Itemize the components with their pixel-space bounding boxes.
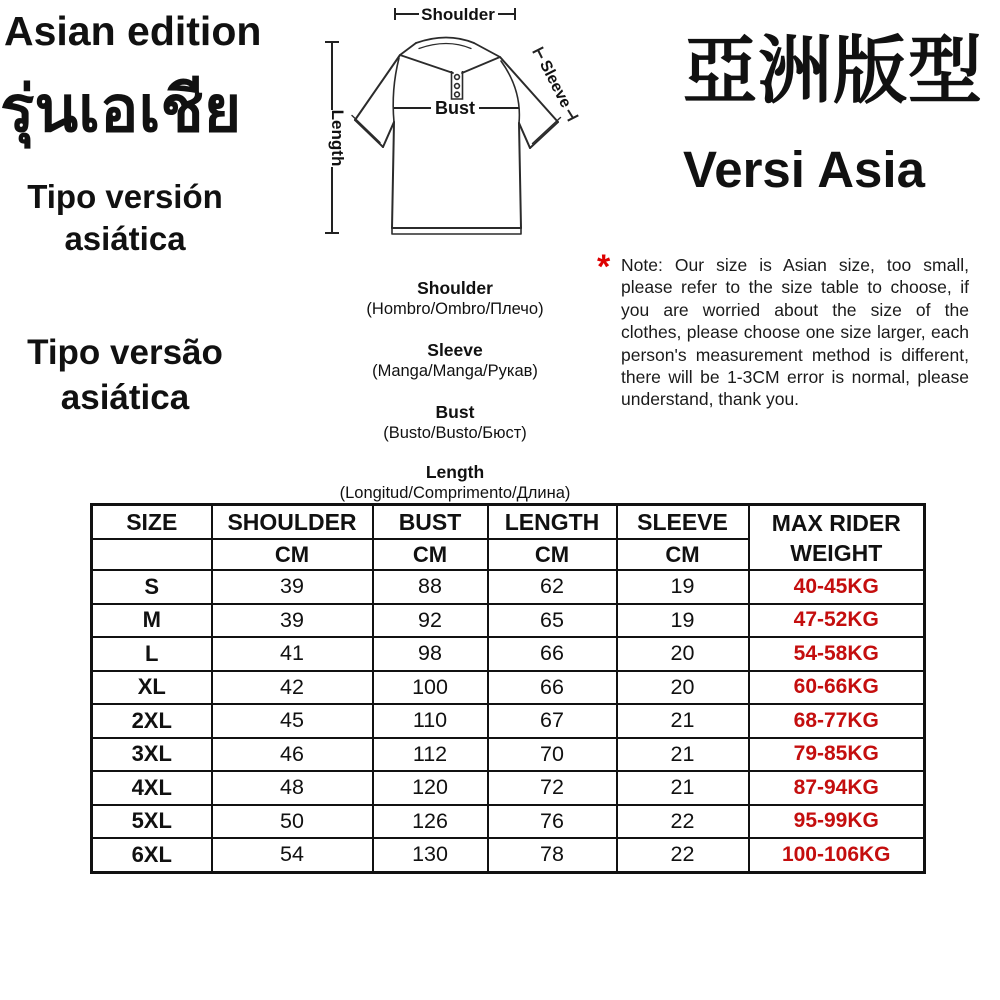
header-length: LENGTH [488, 505, 617, 540]
cell-sleeve: 21 [617, 771, 749, 805]
cell-bust: 112 [373, 738, 488, 772]
cell-weight: 54-58KG [749, 637, 925, 671]
header-size: SIZE [92, 505, 212, 540]
table-row [92, 805, 925, 839]
button-icon [455, 84, 460, 89]
cell-bust: 98 [373, 637, 488, 671]
cell-size: 2XL [92, 704, 212, 738]
legend-sleeve [320, 340, 590, 381]
button-icon [455, 75, 460, 80]
legend-term: Length [425, 462, 485, 482]
legend-shoulder [320, 278, 590, 319]
unit-cm: CM [617, 539, 749, 570]
cell-shoulder: 39 [212, 604, 373, 638]
button-icon [455, 92, 460, 97]
cell-shoulder: 41 [212, 637, 373, 671]
header-sleeve: SLEEVE [617, 505, 749, 540]
legend-term: Shoulder [417, 278, 493, 298]
cell-length: 67 [488, 704, 617, 738]
polo-shirt-diagram [310, 0, 610, 260]
table-row [92, 570, 925, 604]
cell-sleeve: 19 [617, 604, 749, 638]
cell-sleeve: 21 [617, 738, 749, 772]
cell-bust: 126 [373, 805, 488, 839]
legend-translations: (Busto/Busto/Бюст) [383, 424, 527, 442]
table-row [92, 738, 925, 772]
table-row [92, 838, 925, 872]
cell-shoulder: 45 [212, 704, 373, 738]
legend-translations: (Manga/Manga/Рукав) [372, 362, 538, 380]
legend-translations: (Longitud/Comprimento/Длина) [339, 484, 571, 502]
unit-cm: CM [373, 539, 488, 570]
cell-length: 72 [488, 771, 617, 805]
cell-shoulder: 54 [212, 838, 373, 872]
bust-diagram-label: Bust [435, 98, 475, 118]
unit-cm: CM [212, 539, 373, 570]
legend-term: Bust [435, 402, 475, 422]
cell-weight: 68-77KG [749, 704, 925, 738]
title-indonesian: Versi Asia [683, 141, 925, 198]
cell-shoulder: 39 [212, 570, 373, 604]
header-max-rider-line2: WEIGHT [790, 539, 883, 566]
cell-size: L [92, 637, 212, 671]
title-portuguese [0, 330, 250, 420]
header-max-rider-line1: MAX RIDER [771, 509, 901, 536]
title-english: Asian edition [4, 8, 262, 54]
header-max-rider-weight [749, 505, 925, 571]
cell-size: XL [92, 671, 212, 705]
cell-bust: 100 [373, 671, 488, 705]
cell-length: 66 [488, 637, 617, 671]
size-table-container [90, 503, 926, 874]
table-row [92, 604, 925, 638]
cell-weight: 100-106KG [749, 838, 925, 872]
table-header-row [92, 505, 925, 540]
cell-shoulder: 48 [212, 771, 373, 805]
legend-translations: (Hombro/Ombro/Плечо) [366, 300, 544, 318]
cell-length: 78 [488, 838, 617, 872]
cell-weight: 47-52KG [749, 604, 925, 638]
table-row [92, 704, 925, 738]
size-table [90, 503, 926, 874]
cell-sleeve: 19 [617, 570, 749, 604]
cell-bust: 120 [373, 771, 488, 805]
cell-weight: 60-66KG [749, 671, 925, 705]
cell-size: 6XL [92, 838, 212, 872]
header-bust: BUST [373, 505, 488, 540]
cell-shoulder: 46 [212, 738, 373, 772]
cell-sleeve: 21 [617, 704, 749, 738]
title-portuguese-line2: asiática [60, 378, 190, 417]
cell-size: 5XL [92, 805, 212, 839]
legend-term: Sleeve [427, 340, 483, 360]
unit-cm: CM [488, 539, 617, 570]
title-spanish-line2: asiática [64, 220, 186, 257]
cell-size: M [92, 604, 212, 638]
cell-sleeve: 20 [617, 637, 749, 671]
title-chinese: 亞洲版型 [683, 29, 983, 112]
cell-bust: 130 [373, 838, 488, 872]
cell-bust: 110 [373, 704, 488, 738]
cell-length: 76 [488, 805, 617, 839]
note-asterisk-icon: * [597, 248, 611, 286]
unit-empty [92, 539, 212, 570]
cell-weight: 95-99KG [749, 805, 925, 839]
length-diagram-label: Length [328, 109, 347, 167]
legend-length [320, 462, 590, 503]
cell-weight: 40-45KG [749, 570, 925, 604]
title-portuguese-line1: Tipo versão [27, 333, 223, 372]
cell-bust: 92 [373, 604, 488, 638]
cell-length: 70 [488, 738, 617, 772]
title-spanish [0, 176, 250, 260]
cell-size: 4XL [92, 771, 212, 805]
sleeve-diagram-label: Sleeve [535, 57, 575, 111]
table-row [92, 671, 925, 705]
cell-weight: 79-85KG [749, 738, 925, 772]
table-row [92, 637, 925, 671]
cell-weight: 87-94KG [749, 771, 925, 805]
cell-length: 62 [488, 570, 617, 604]
title-spanish-line1: Tipo versión [27, 178, 223, 215]
polo-placket [452, 71, 463, 99]
cell-shoulder: 50 [212, 805, 373, 839]
cell-size: 3XL [92, 738, 212, 772]
polo-shirt-outline [352, 55, 561, 234]
cell-length: 66 [488, 671, 617, 705]
table-row [92, 771, 925, 805]
header-shoulder: SHOULDER [212, 505, 373, 540]
cell-size: S [92, 570, 212, 604]
cell-bust: 88 [373, 570, 488, 604]
title-thai: รุ่นเอเชีย [0, 73, 242, 145]
cell-sleeve: 22 [617, 838, 749, 872]
note-text: Note: Our size is Asian size, too small, please refer to the size table to choose, if you are worried about the size of the clothes, please choose one size larger, each person's measurement method is different, there will be 1-3CM error is normal, please understand, thank you. [621, 255, 969, 410]
polo-collar [400, 38, 500, 74]
cell-sleeve: 20 [617, 671, 749, 705]
cell-sleeve: 22 [617, 805, 749, 839]
shoulder-diagram-label: Shoulder [421, 5, 495, 24]
cell-length: 65 [488, 604, 617, 638]
cell-shoulder: 42 [212, 671, 373, 705]
legend-bust [320, 402, 590, 443]
